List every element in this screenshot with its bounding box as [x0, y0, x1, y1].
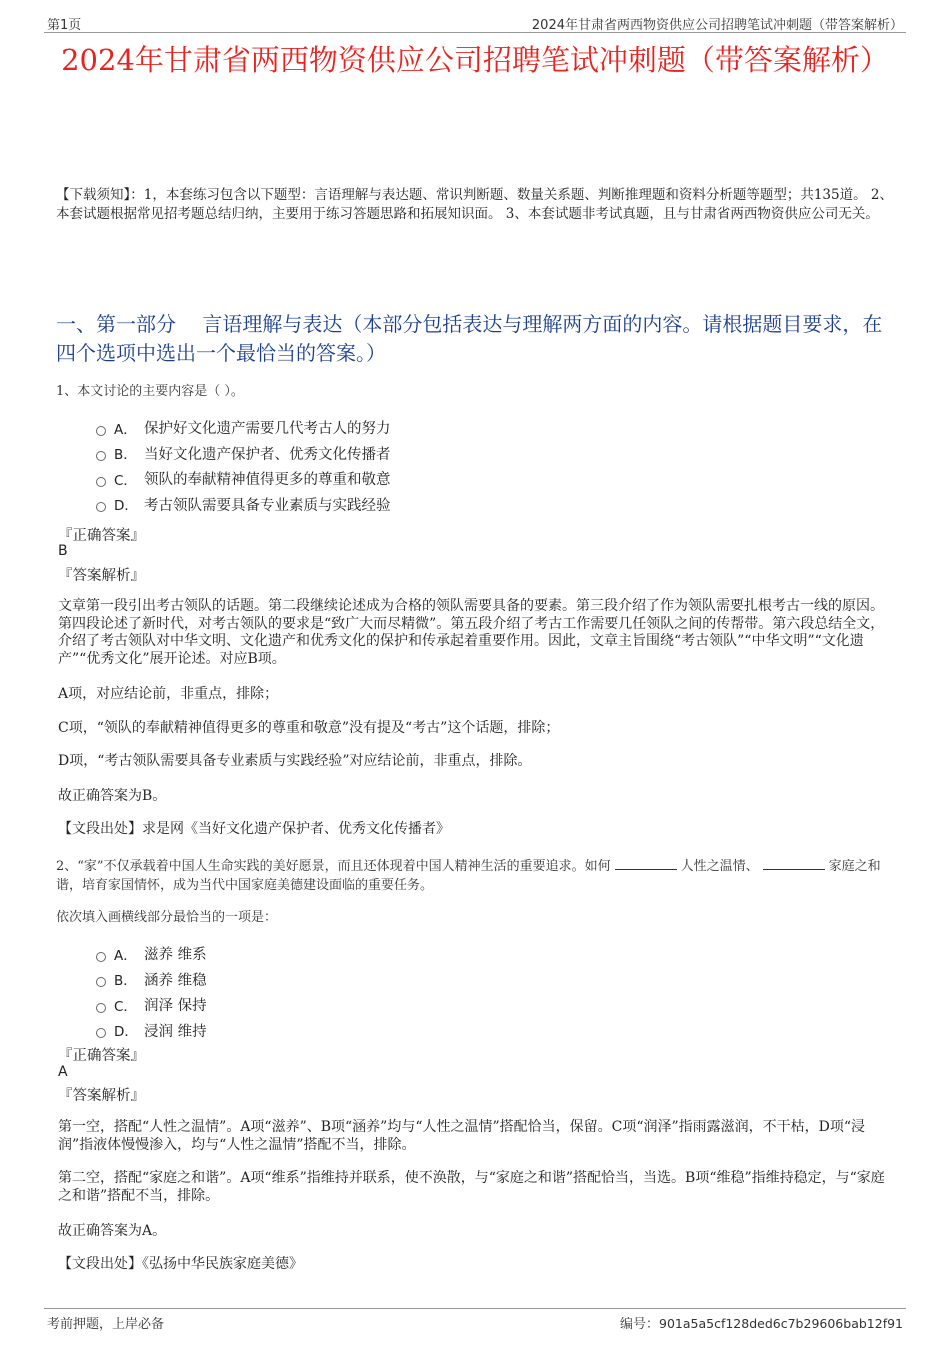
document-title: 2024年甘肃省两西物资供应公司招聘笔试冲刺题（带答案解析）	[61, 43, 889, 77]
option-b[interactable]	[96, 441, 596, 467]
analysis-paragraph: 故正确答案为A。	[58, 1223, 167, 1239]
option-c[interactable]	[96, 992, 596, 1018]
question-2-stem	[56, 857, 901, 895]
option-letter: C．	[114, 998, 137, 1015]
answer-label: 『正确答案』	[58, 1048, 145, 1064]
download-notice: 【下载须知】：1，本套练习包含以下题型：言语理解与表达题、常识判断题、数量关系题、判断推理题和资料分析题等题型；共135道。 2、本套试题根据常见招考题总结归纳，主要用于练习答题思路和拓展知识面。 3、本套试题非考试真题，且与甘肃省两西物资供应公司无关。	[56, 187, 893, 222]
option-d[interactable]	[96, 1018, 596, 1044]
stem-text: 2、“家”不仅承载着中国人生命实践的美好愿景，而且还体现着中国人精神生活的重要追求。如何	[56, 859, 611, 874]
stem-text: 家庭之和谐，培育家国情怀，成为当代中国家庭美德建设面临的重要任务。	[56, 859, 881, 893]
radio-icon[interactable]	[96, 426, 106, 436]
option-text: 润泽 保持	[144, 998, 207, 1015]
footer-divider	[44, 1308, 906, 1309]
question-2-options	[96, 941, 596, 1043]
option-text: 涵养 维稳	[144, 972, 207, 989]
fill-blank-2	[763, 859, 825, 870]
option-letter: D．	[114, 1024, 138, 1041]
option-d[interactable]	[96, 492, 596, 518]
option-letter: D．	[114, 498, 138, 515]
analysis-paragraph: C项，“领队的奉献精神值得更多的尊重和敬意”没有提及“考古”这个话题，排除；	[58, 720, 560, 736]
radio-icon[interactable]	[96, 1028, 106, 1038]
radio-icon[interactable]	[96, 977, 106, 987]
analysis-paragraph: 故正确答案为B。	[58, 788, 167, 804]
stem-text: 人性之温情、	[680, 859, 759, 874]
answer-label: 『正确答案』	[58, 528, 145, 544]
question-2-instruction: 依次填入画横线部分最恰当的一项是：	[56, 910, 278, 925]
radio-icon[interactable]	[96, 952, 106, 962]
source-citation: 【文段出处】求是网《当好文化遗产保护者、优秀文化传播者》	[58, 821, 450, 837]
option-a[interactable]	[96, 941, 596, 967]
fill-blank-1	[615, 859, 677, 870]
option-letter: B．	[114, 447, 137, 464]
option-text: 考古领队需要具备专业素质与实践经验	[144, 497, 391, 514]
option-text: 当好文化遗产保护者、优秀文化传播者	[144, 446, 391, 463]
analysis-label: 『答案解析』	[58, 568, 145, 584]
header-divider	[44, 32, 906, 33]
footer-code	[620, 1313, 903, 1332]
radio-icon[interactable]	[96, 1003, 106, 1013]
option-c[interactable]	[96, 466, 596, 492]
header-title: 2024年甘肃省两西物资供应公司招聘笔试冲刺题（带答案解析）	[531, 18, 903, 33]
option-letter: C．	[114, 472, 137, 489]
option-text: 浸润 维持	[144, 1023, 207, 1040]
option-letter: A．	[114, 421, 137, 438]
analysis-paragraph: 第二空，搭配“家庭之和谐”。A项“维系”指维持并联系，使不涣散，与“家庭之和谐”搭配恰当，当选。B项“维稳”指维持稳定，与“家庭之和谐”搭配不当，排除。	[58, 1170, 885, 1204]
option-text: 滋养 维系	[144, 947, 207, 964]
source-citation: 【文段出处】《弘扬中华民族家庭美德》	[58, 1256, 303, 1272]
question-1-options	[96, 415, 596, 517]
code-value: 901a5a5cf128ded6c7b29606bab12f91	[659, 1316, 903, 1331]
radio-icon[interactable]	[96, 451, 106, 461]
analysis-paragraph: 第一空，搭配“人性之温情”。A项“滋养”、B项“涵养”均与“人性之温情”搭配恰当，保留。C项“润泽”指雨露滋润，不干枯，D项“浸润”指液体慢慢渗入，均与“人性之温情”搭配不当，排除。	[58, 1119, 866, 1153]
option-text: 领队的奉献精神值得更多的尊重和敬意	[144, 472, 391, 489]
analysis-label: 『答案解析』	[58, 1088, 145, 1104]
section-heading: 一、第一部分 言语理解与表达（本部分包括表达与理解两方面的内容。请根据题目要求，在四个选项中选出一个最恰当的答案。）	[56, 312, 883, 365]
analysis-paragraph: A项，对应结论前，非重点，排除；	[58, 686, 279, 702]
option-b[interactable]	[96, 967, 596, 993]
footer-slogan: 考前押题，上岸必备	[47, 1317, 165, 1332]
analysis-paragraph: D项，“考古领队需要具备专业素质与实践经验”对应结论前，非重点，排除。	[58, 753, 532, 769]
code-label: 编号：	[619, 1317, 659, 1332]
question-1-stem: 1、本文讨论的主要内容是（ ）。	[56, 384, 244, 399]
option-letter: B．	[114, 973, 137, 990]
option-text: 保护好文化遗产需要几代考古人的努力	[144, 421, 391, 438]
option-letter: A．	[114, 947, 137, 964]
radio-icon[interactable]	[96, 477, 106, 487]
radio-icon[interactable]	[96, 502, 106, 512]
analysis-paragraph: 文章第一段引出考古领队的话题。第二段继续论述成为合格的领队需要具备的要素。第三段介绍了作为领队需要扎根考古一线的原因。第四段论述了新时代，对考古领队的要求是“致广大而尽精微”。第五段介绍了考古工作需要几任领队之间的传帮带。第六段总结全文，介绍了考古领队对中华文明、文化遗产和优秀文化的保护和传承起着重要作用。因此，文章主旨围绕“考古领队”“中华文明”“文化遗产”“优秀文化”展开论述。对应B项。	[58, 598, 885, 667]
option-a[interactable]	[96, 415, 596, 441]
correct-answer: B	[58, 543, 68, 559]
correct-answer: A	[58, 1064, 68, 1080]
page-number: 第1页	[47, 18, 82, 33]
